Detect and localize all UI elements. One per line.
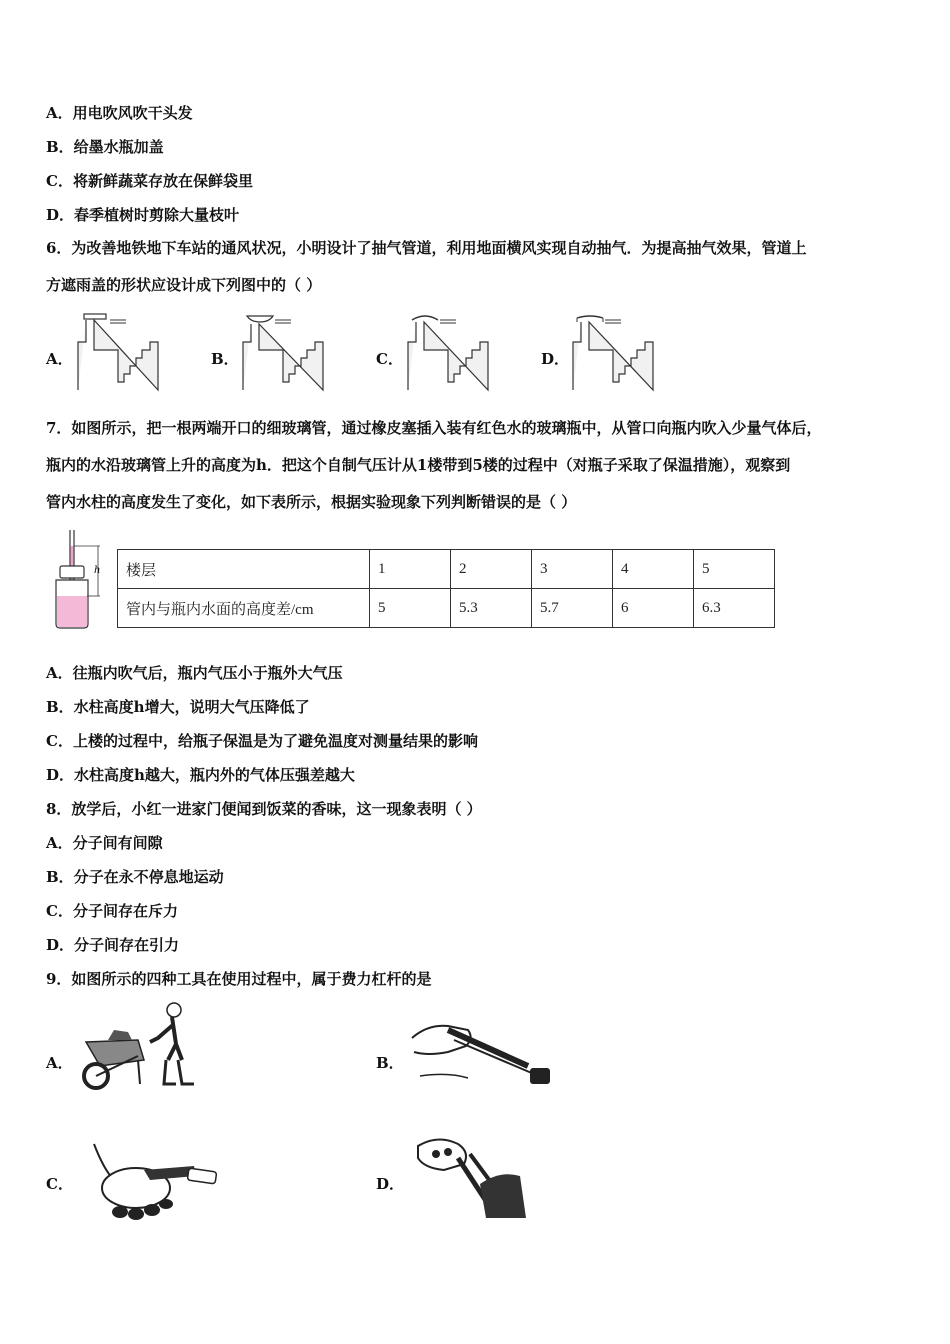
table-cell: 5.7 (532, 589, 613, 628)
q6-figure-a (74, 310, 164, 394)
q7-option-c: C．上楼的过程中，给瓶子保温是为了避免温度对测量结果的影响 (46, 732, 478, 750)
q6-stem-line: 方遮雨盖的形状应设计成下列图中的（ ） (46, 276, 322, 294)
q9-lever-tool-image (408, 1016, 558, 1090)
q9-wheelbarrow-image (78, 1000, 208, 1094)
table-cell: 5.3 (451, 589, 532, 628)
q8-stem: 8．放学后，小红一进家门便闻到饭菜的香味，这一现象表明（ ） (46, 800, 482, 818)
q9-cutter-image (408, 1134, 538, 1224)
q9-pliers-image (84, 1140, 224, 1226)
table-row (118, 589, 775, 628)
q7-stem-line: 管内水柱的高度发生了变化，如下表所示，根据实验现象下列判断错误的是（ ） (46, 493, 577, 511)
table-row (118, 550, 775, 589)
q6-option-d-label: D． (541, 350, 570, 368)
q8-option-c: C．分子间存在斥力 (46, 902, 178, 920)
q7-figure-h-label: h (94, 565, 101, 576)
q9-stem: 9．如图所示的四种工具在使用过程中，属于费力杠杆的是 (46, 970, 432, 988)
table-cell: 6 (613, 589, 694, 628)
q8-option-d: D．分子间存在引力 (46, 936, 180, 954)
q8-option-a: A．分子间有间隙 (46, 834, 163, 852)
table-header-floor: 楼层 (118, 550, 370, 589)
q7-stem (46, 410, 906, 521)
table-cell: 4 (613, 550, 694, 589)
q6-figure-d (569, 310, 659, 394)
q7-stem-line: 7．如图所示，把一根两端开口的细玻璃管，通过橡皮塞插入装有红色水的玻璃瓶中，从管口向瓶内吹入少量气体后， (46, 419, 822, 437)
q5-option-a: A．用电吹风吹干头发 (46, 104, 193, 122)
table-header-height-diff: 管内与瓶内水面的高度差/cm (118, 589, 370, 628)
q9-option-b-label: B． (376, 1054, 404, 1072)
q7-stem-line: 瓶内的水沿玻璃管上升的高度为h．把这个自制气压计从1楼带到5楼的过程中（对瓶子采取了保温措施），观察到 (46, 456, 791, 474)
table-cell: 5 (370, 589, 451, 628)
q6-option-a-label: A． (46, 350, 73, 368)
q7-option-a: A．往瓶内吹气后，瓶内气压小于瓶外大气压 (46, 664, 343, 682)
q6-stem-line: 6．为改善地铁地下车站的通风状况，小明设计了抽气管道，利用地面横风实现自动抽气．为提高抽气效果，管道上 (46, 239, 807, 257)
q7-barometer-figure (50, 528, 112, 632)
table-cell: 2 (451, 550, 532, 589)
table-cell: 3 (532, 550, 613, 589)
table-cell: 1 (370, 550, 451, 589)
q5-option-b: B．给墨水瓶加盖 (46, 138, 164, 156)
q9-option-d-label: D． (376, 1175, 405, 1193)
q8-option-b: B．分子在永不停息地运动 (46, 868, 224, 886)
q7-option-d: D．水柱高度h越大，瓶内外的气体压强差越大 (46, 766, 355, 784)
q5-option-d: D．春季植树时剪除大量枝叶 (46, 206, 240, 224)
table-cell: 5 (694, 550, 775, 589)
q5-option-c: C．将新鲜蔬菜存放在保鲜袋里 (46, 172, 253, 190)
q9-option-a-label: A． (46, 1054, 73, 1072)
q6-option-c-label: C． (376, 350, 403, 368)
q7-option-b: B．水柱高度h增大，说明大气压降低了 (46, 698, 310, 716)
q6-figure-b (239, 310, 329, 394)
q9-option-c-label: C． (46, 1175, 73, 1193)
q6-figure-c (404, 310, 494, 394)
table-cell: 6.3 (694, 589, 775, 628)
q6-stem (46, 230, 906, 304)
q6-option-b-label: B． (211, 350, 239, 368)
q7-data-table (117, 549, 775, 628)
